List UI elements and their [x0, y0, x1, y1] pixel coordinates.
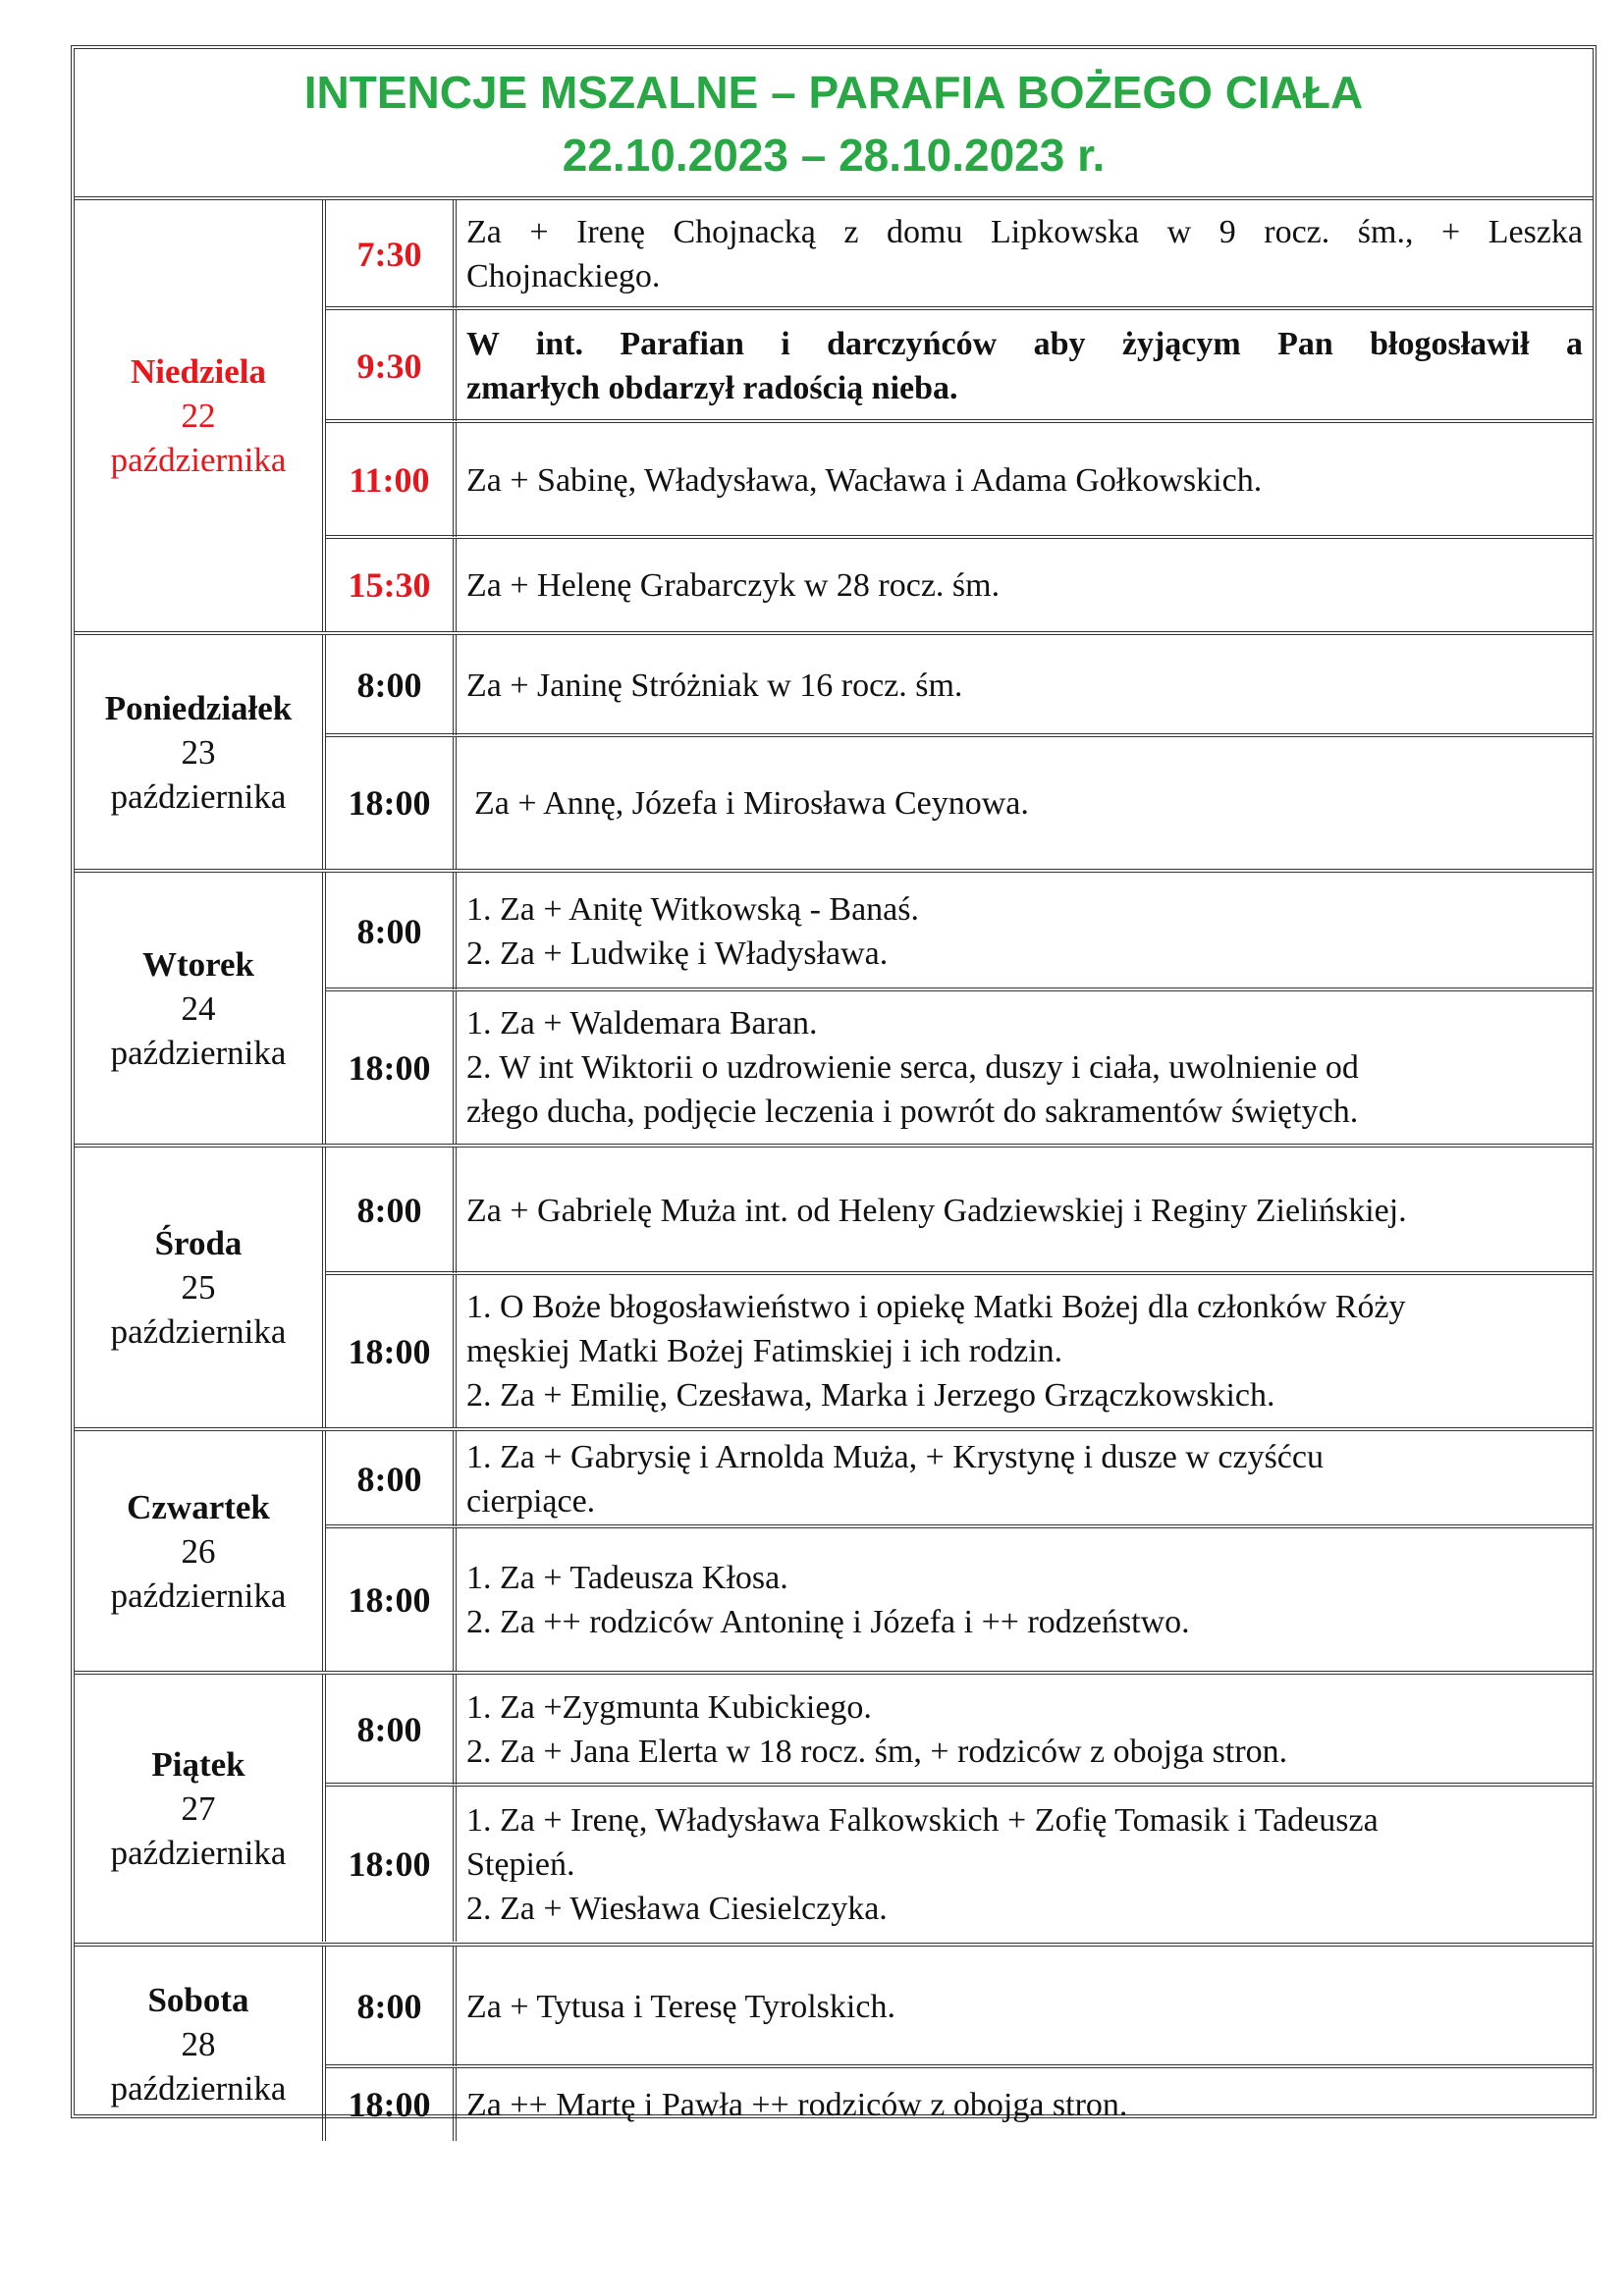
mass-row — [326, 1787, 1593, 1942]
mass-time: 18:00 — [326, 1787, 457, 1942]
mass-row — [326, 737, 1593, 869]
day-name: Niedziela — [130, 352, 267, 391]
intention-line: 1. Za + Gabrysię i Arnolda Muża, + Krystynę i dusze w czyśćcu — [466, 1438, 1324, 1475]
intention-line: 1. Za + Tadeusza Kłosa. — [466, 1560, 788, 1596]
day-month: października — [110, 2068, 287, 2108]
day-name: Wtorek — [141, 944, 255, 984]
mass-time: 7:30 — [326, 200, 457, 308]
mass-row — [326, 635, 1593, 735]
intention-line: Chojnackiego. — [466, 258, 661, 294]
intention-line: 2. Za ++ rodziców Antoninę i Józefa i ++ rodzeństwo. — [466, 1604, 1190, 1640]
intention-line: 1. Za +Zygmunta Kubickiego. — [466, 1689, 872, 1726]
mass-intention — [457, 1431, 1593, 1526]
day-number: 24 — [181, 988, 216, 1028]
intention-line: Za + Tytusa i Teresę Tyrolskich. — [466, 1988, 895, 2025]
mass-row — [326, 1148, 1593, 1273]
mass-time: 15:30 — [326, 539, 457, 631]
mass-time: 18:00 — [326, 1528, 457, 1672]
mass-intention — [457, 1148, 1593, 1273]
day-cell — [75, 200, 326, 631]
mass-time: 18:00 — [326, 1275, 457, 1427]
mass-rows — [326, 1675, 1593, 1942]
intention-line: 1. Za + Anitę Witkowską - Banaś. — [466, 890, 919, 928]
mass-rows — [326, 635, 1593, 869]
day-block-5 — [75, 1431, 1593, 1672]
intention-line: Za + Helenę Grabarczyk w 28 rocz. śm. — [466, 566, 1001, 604]
day-block-1 — [75, 200, 1593, 631]
intention-line: Stępień. — [466, 1845, 575, 1883]
mass-row — [326, 873, 1593, 989]
day-block-7 — [75, 1947, 1593, 2141]
mass-rows — [326, 1431, 1593, 1672]
day-block-2 — [75, 635, 1593, 869]
day-name: Poniedziałek — [104, 688, 293, 727]
mass-time: 18:00 — [326, 2068, 457, 2141]
intention-line: Za + Sabinę, Władysława, Wacława i Adama Gołkowskich. — [466, 461, 1263, 499]
day-cell — [75, 873, 326, 1144]
mass-intention — [457, 2068, 1593, 2141]
intention-line: 2. Za + Wiesława Ciesielczyka. — [466, 1890, 888, 1927]
day-number: 22 — [181, 397, 216, 435]
mass-row — [326, 1431, 1593, 1526]
mass-intention — [457, 873, 1593, 989]
day-month: października — [110, 441, 287, 479]
day-name: Piątek — [151, 1744, 245, 1784]
mass-intention — [457, 310, 1593, 421]
intention-line: zmarłych obdarzył radością nieba. — [466, 369, 958, 406]
day-cell — [75, 1431, 326, 1672]
mass-intention — [457, 200, 1593, 308]
day-cell — [75, 1947, 326, 2141]
day-number: 26 — [181, 1532, 216, 1571]
mass-rows — [326, 200, 1593, 631]
intention-line: 2. Za + Ludwikę i Władysława. — [466, 934, 889, 972]
day-month: października — [110, 1833, 287, 1872]
mass-rows — [326, 873, 1593, 1144]
mass-row — [326, 423, 1593, 537]
intention-line: Za + Janinę Stróżniak w 16 rocz. śm. — [466, 667, 963, 704]
mass-time: 8:00 — [326, 1431, 457, 1526]
mass-row — [326, 1275, 1593, 1427]
mass-intention — [457, 1787, 1593, 1942]
day-number: 28 — [181, 2024, 216, 2063]
document-header — [75, 49, 1593, 200]
mass-intention — [457, 1528, 1593, 1672]
day-number: 23 — [181, 732, 216, 772]
mass-row — [326, 200, 1593, 308]
intention-line: 2. W int Wiktorii o uzdrowienie serca, duszy i ciała, uwolnienie od — [466, 1049, 1359, 1086]
mass-time: 18:00 — [326, 737, 457, 869]
day-number: 25 — [181, 1268, 216, 1307]
mass-intention — [457, 1947, 1593, 2066]
intention-line: 1. Za + Waldemara Baran. — [466, 1005, 818, 1041]
day-name: Sobota — [147, 1980, 249, 2019]
mass-row — [326, 2068, 1593, 2141]
day-name: Czwartek — [127, 1488, 270, 1526]
mass-row — [326, 1528, 1593, 1672]
day-month: października — [110, 1576, 287, 1615]
day-month: października — [110, 776, 287, 816]
mass-time: 8:00 — [326, 873, 457, 989]
mass-intention — [457, 1675, 1593, 1785]
day-block-3 — [75, 873, 1593, 1144]
intention-line: złego ducha, podjęcie leczenia i powrót do sakramentów świętych. — [466, 1094, 1359, 1130]
mass-intention — [457, 1275, 1593, 1427]
mass-time: 8:00 — [326, 1947, 457, 2066]
mass-time: 8:00 — [326, 1675, 457, 1785]
document-date-range: 22.10.2023 – 28.10.2023 r. — [562, 130, 1106, 181]
day-month: października — [110, 1312, 287, 1351]
intention-line: cierpiące. — [466, 1482, 596, 1520]
mass-intention — [457, 423, 1593, 537]
intention-line: Za + Irenę Chojnacką z domu Lipkowska w 9 rocz. śm., + Leszka — [466, 214, 1583, 250]
intentions-document — [71, 45, 1597, 2124]
intention-line: W int. Parafian i darczyńców aby żyjącym Pan błogosławił a — [466, 325, 1583, 362]
intention-line: Za + Annę, Józefa i Mirosława Ceynowa. — [474, 784, 1029, 822]
mass-row — [326, 310, 1593, 421]
mass-time: 8:00 — [326, 1148, 457, 1273]
day-block-4 — [75, 1148, 1593, 1427]
mass-intention — [457, 991, 1593, 1144]
day-cell — [75, 635, 326, 869]
mass-intention — [457, 635, 1593, 735]
mass-time: 9:30 — [326, 310, 457, 421]
intention-line: Za ++ Martę i Pawła ++ rodziców z obojga stron. — [466, 2086, 1128, 2123]
intention-line: Za + Gabrielę Muża int. od Heleny Gadziewskiej i Reginy Zielińskiej. — [466, 1192, 1407, 1229]
mass-time: 11:00 — [326, 423, 457, 537]
mass-time: 18:00 — [326, 991, 457, 1144]
day-name: Środa — [154, 1224, 243, 1262]
day-number: 27 — [181, 1789, 216, 1828]
intention-line: 1. O Boże błogosławieństwo i opiekę Matki Bożej dla członków Róży — [466, 1289, 1406, 1325]
mass-rows — [326, 1148, 1593, 1427]
intention-line: męskiej Matki Bożej Fatimskiej i ich rodzin. — [466, 1333, 1063, 1369]
mass-row — [326, 991, 1593, 1144]
day-cell — [75, 1148, 326, 1427]
mass-row — [326, 1675, 1593, 1785]
intention-line: 2. Za + Jana Elerta w 18 rocz. śm, + rodziców z obojga stron. — [466, 1734, 1288, 1770]
mass-intention — [457, 737, 1593, 869]
day-cell — [75, 1675, 326, 1942]
mass-intention — [457, 539, 1593, 631]
day-block-6 — [75, 1675, 1593, 1942]
mass-time: 8:00 — [326, 635, 457, 735]
document-title: INTENCJE MSZALNE – PARAFIA BOŻEGO CIAŁA — [303, 67, 1364, 118]
intention-line: 2. Za + Emilię, Czesława, Marka i Jerzego Grzączkowskich. — [466, 1377, 1275, 1414]
mass-rows — [326, 1947, 1593, 2141]
mass-row — [326, 539, 1593, 631]
intention-line: 1. Za + Irenę, Władysława Falkowskich + Zofię Tomasik i Tadeusza — [466, 1801, 1379, 1839]
mass-row — [326, 1947, 1593, 2066]
day-month: października — [110, 1033, 287, 1072]
